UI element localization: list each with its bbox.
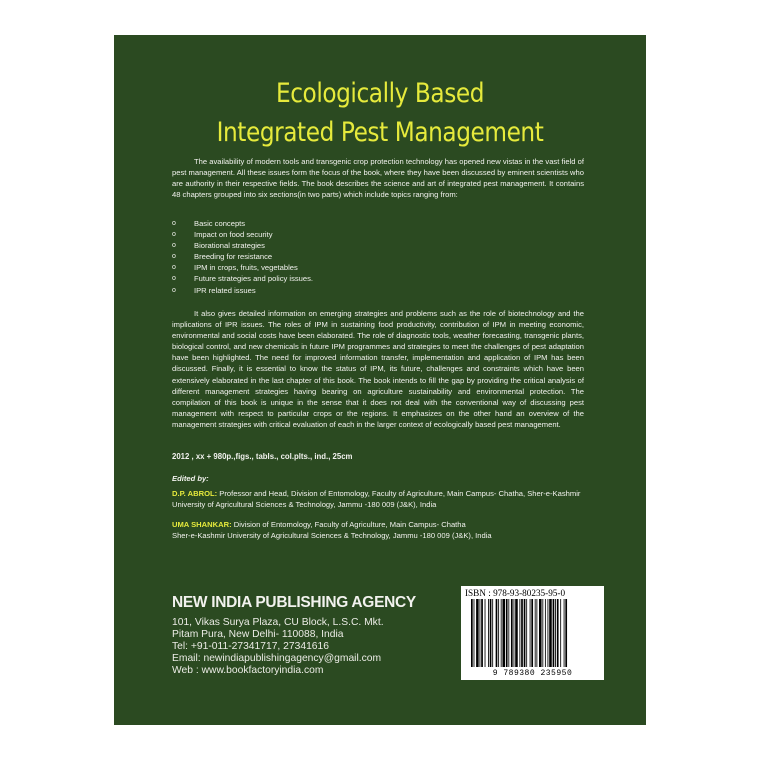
- editor-2: [172, 519, 584, 541]
- title-line-1: Ecologically Based: [275, 78, 485, 109]
- barcode-digits: 9 789380 235950: [492, 669, 573, 678]
- phone-line: Tel: +91-011-27341717, 27341616: [172, 640, 329, 652]
- details-paragraph: It also gives detailed information on emerging strategies and problems such as the role of biotechnology and the implications of IPR issues. The roles of IPM in sustaining food productivity, contribution of IPM in meeting economic, environmental and social costs have been elaborated. The role of diagnostic tools, weather forecasting, transgenic plants, biological control, and new chemicals in future IPM programmes and strategies to meet the challenges of pest adaptation have been highlighted. The need for improved information transfer, implementation and application of IPM has been discussed. Finally, it is essential to know the status of IPM, its future, challenges and constraints which have been extensively elaborated in the last chapter of this book. The book intends to fill the gap by providing the critical analysis of different management strategies having bearing on agriculture sustainability and environmental protection. The compilation of this book is unique in the sense that it does not deal with the conventional way of discussing pest management with respect to particular crops or the regions. It emphasizes on the other hand an overview of the management strategies with critical evaluation of each in the larger context of ecologically based pest management.: [172, 309, 584, 429]
- address-line: Pitam Pura, New Delhi- 110088, India: [172, 628, 344, 640]
- list-item: o IPM in crops, fruits, vegetables: [172, 262, 313, 273]
- editor-2-affiliation-line-2: Sher-e-Kashmir University of Agricultural Sciences & Technology, Jammu -180 009 (J&K), India: [172, 531, 492, 540]
- list-item: o Future strategies and policy issues.: [172, 273, 313, 284]
- editor-1-affiliation: Professor and Head, Division of Entomology, Faculty of Agriculture, Main Campus- Chatha, Sher-e-Kashmir University of Agricultural Sciences & Technology, Jammu -180 009 (J&K), India: [172, 489, 581, 509]
- web-line: Web : www.bookfactoryindia.com: [172, 664, 324, 676]
- isbn-label: ISBN : 978-93-80235-95-0: [465, 588, 566, 598]
- edited-by-label: Edited by:: [172, 474, 209, 483]
- isbn-barcode-box: [461, 586, 604, 680]
- back-cover: [114, 35, 646, 725]
- publisher-address: [172, 617, 384, 677]
- editor-2-name: UMA SHANKAR:: [172, 520, 232, 529]
- list-item: o Basic concepts: [172, 218, 313, 229]
- editor-2-affiliation: Division of Entomology, Faculty of Agriculture, Main Campus- Chatha: [231, 520, 466, 529]
- list-item: o Breeding for resistance: [172, 251, 313, 262]
- email-line: Email: newindiapublishingagency@gmail.com: [172, 652, 382, 664]
- editor-1: [172, 488, 584, 510]
- publisher-name: NEW INDIA PUBLISHING AGENCY: [172, 594, 416, 611]
- address-line: 101, Vikas Surya Plaza, CU Block, L.S.C. Mkt.: [172, 617, 384, 628]
- bibliographic-info: 2012 , xx + 980p.,figs., tabls., col.plts., ind., 25cm: [172, 452, 353, 461]
- title-line-2: Integrated Pest Management: [216, 117, 544, 148]
- list-item: o Impact on food security: [172, 229, 313, 240]
- list-item: o IPR related issues: [172, 285, 313, 296]
- editor-1-name: D.P. ABROL:: [172, 489, 218, 498]
- list-item: o Biorational strategies: [172, 240, 313, 251]
- intro-paragraph: The availability of modern tools and transgenic crop protection technology has opened new vistas in the vast field of pest management. All these issues form the focus of the book, where they have been discussed by eminent scientists who are authority in their respective fields. The book describes the science and art of integrated pest management. It contains 48 chapters grouped into six sections(in two parts) which include topics ranging from:: [172, 157, 584, 200]
- topic-list: [172, 218, 313, 296]
- barcode-image: [465, 599, 600, 669]
